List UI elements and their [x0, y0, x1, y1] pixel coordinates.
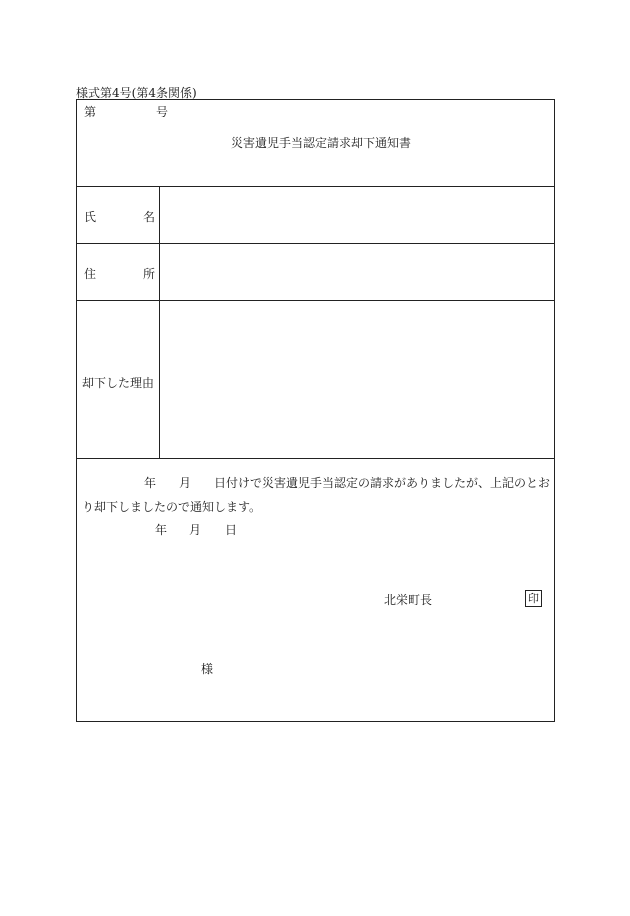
issuer-name: 北栄町長: [384, 593, 433, 607]
seal-mark: 印: [525, 590, 542, 607]
notice-month: 月: [179, 476, 192, 490]
notice-year: 年: [144, 476, 157, 490]
divider: [77, 458, 554, 459]
label-column-divider: [159, 186, 160, 458]
date-day: 日: [225, 523, 238, 537]
address-label-second: 所: [143, 267, 156, 281]
number-prefix: 第: [84, 105, 97, 119]
rejection-reason-label: 却下した理由: [82, 376, 155, 390]
notice-body-line-2: り却下しましたので通知します。: [82, 500, 262, 514]
notice-body-line-1: 日付けで災害遺児手当認定の請求がありましたが、上記のとお: [214, 476, 551, 490]
address-label-first: 住: [84, 267, 97, 281]
document-title: 災害遺児手当認定請求却下通知書: [231, 136, 412, 150]
number-suffix: 号: [156, 105, 169, 119]
date-year: 年: [155, 523, 168, 537]
date-month: 月: [189, 523, 202, 537]
name-label-second: 名: [143, 210, 156, 224]
form-number-label: 様式第4号(第4条関係): [76, 86, 197, 100]
recipient-suffix: 様: [201, 662, 214, 676]
divider: [77, 300, 554, 301]
name-label-first: 氏: [84, 210, 97, 224]
divider: [77, 243, 554, 244]
divider: [77, 186, 554, 187]
notice-form: [76, 99, 555, 722]
